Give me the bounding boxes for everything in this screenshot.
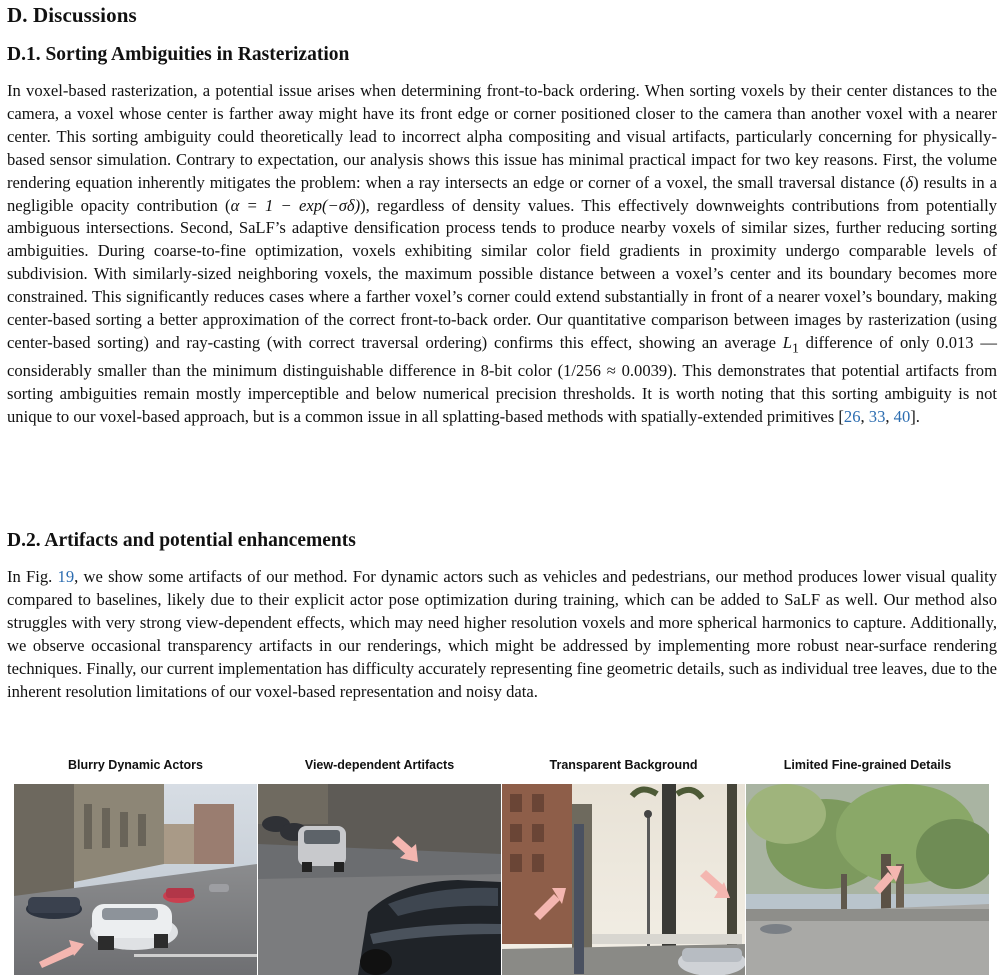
figure-reference-link[interactable]: 19 [57, 567, 75, 586]
artifacts-figure [14, 758, 989, 975]
section-title: D. Discussions [7, 3, 137, 27]
street-photo-trees [746, 784, 989, 975]
paragraph-artifacts: In Fig. 19, we show some artifacts of our method. For dynamic actors such as vehicles and pedestrians, our method produces lower visual quality compared to baselines, likely due to their explicit actor pose optimization during training, which can be added to SaLF as well. Our method also struggles with very strong view-dependent effects, which may need higher resolution voxels and more spherical harmonics to capture. Additionally, we observe occasional transparency artifacts in our renderings, which might be addressed by implementing more robust near-surface rendering techniques. Finally, our current implementation has difficulty accurately representing fine geometric details, such as individual tree leaves, due to the inherent resolution limitations of our voxel-based representation and noisy data. [7, 567, 997, 701]
citation-link[interactable]: 40 [893, 407, 911, 426]
citation-link[interactable]: 26 [843, 407, 861, 426]
figure-panel-fine-details [746, 758, 989, 975]
panel-caption: Limited Fine-grained Details [783, 758, 952, 772]
subsection-title-d2: D.2. Artifacts and potential enhancements [7, 530, 356, 551]
street-photo-blurry-cars [14, 784, 257, 975]
panel-caption: Transparent Background [549, 758, 698, 772]
street-photo-palm-trees [502, 784, 745, 975]
panel-caption: Blurry Dynamic Actors [68, 758, 203, 772]
figure-panel-view-dependent [258, 758, 501, 975]
figure-panel-transparent-background [502, 758, 745, 975]
subsection-title-d1: D.1. Sorting Ambiguities in Rasterization [7, 44, 350, 65]
paragraph-sorting-ambiguities: In voxel-based rasterization, a potential issue arises when determining front-to-back ordering. When sorting voxels by their center distances to the camera, a voxel whose center is farther away might have its front edge or corner positioned closer to the camera than another voxel with a nearer center. This sorting ambiguity could theoretically lead to incorrect alpha compositing and visual artifacts, particularly concerning for physically-based sensor simulation. Contrary to expectation, our analysis shows this issue has minimal practical impact for two key reasons. First, the volume rendering equation inherently mitigates the problem: when a ray intersects an edge or corner of a voxel, the small traversal distance (δ) results in a negligible opacity contribution (α = 1 − exp(−σδ)), regardless of density values. This effectively downweights contributions from potentially ambiguous intersections. Second, SaLF’s adaptive densification process tends to produce nearby voxels of similar sizes, further reducing sorting ambiguities. During coarse-to-fine optimization, voxels exhibiting similar color field gradients in proximity undergo comparable levels of subdivision. With similarly-sized neighboring voxels, the maximum possible distance between a voxel’s center and its boundary becomes more constrained. This significantly reduces cases where a farther voxel’s corner could extend substantially in front of a nearer voxel’s boundary, making center-based sorting a better approximation of the correct front-to-back order. Our quantitative comparison between images by rasterization (using center-based sorting) and ray-casting (with correct traversal ordering) confirms this effect, showing an average $L_1$ difference of only 0.013 — considerably smaller than the minimum distinguishable difference in 8-bit color (1/256 ≈ 0.0039). This demonstrates that potential artifacts from sorting ambiguities remain mostly imperceptible and below numerical precision thresholds. It is worth noting that this sorting ambiguity is not unique to our voxel-based approach, but is a common issue in all splatting-based methods with spatially-extended primitives [26, 33, 40]. [7, 81, 997, 426]
figure-panel-blurry-actors [14, 758, 257, 975]
panel-caption: View-dependent Artifacts [304, 758, 455, 772]
street-photo-reflective-car [258, 784, 501, 975]
citation-link[interactable]: 33 [868, 407, 886, 426]
